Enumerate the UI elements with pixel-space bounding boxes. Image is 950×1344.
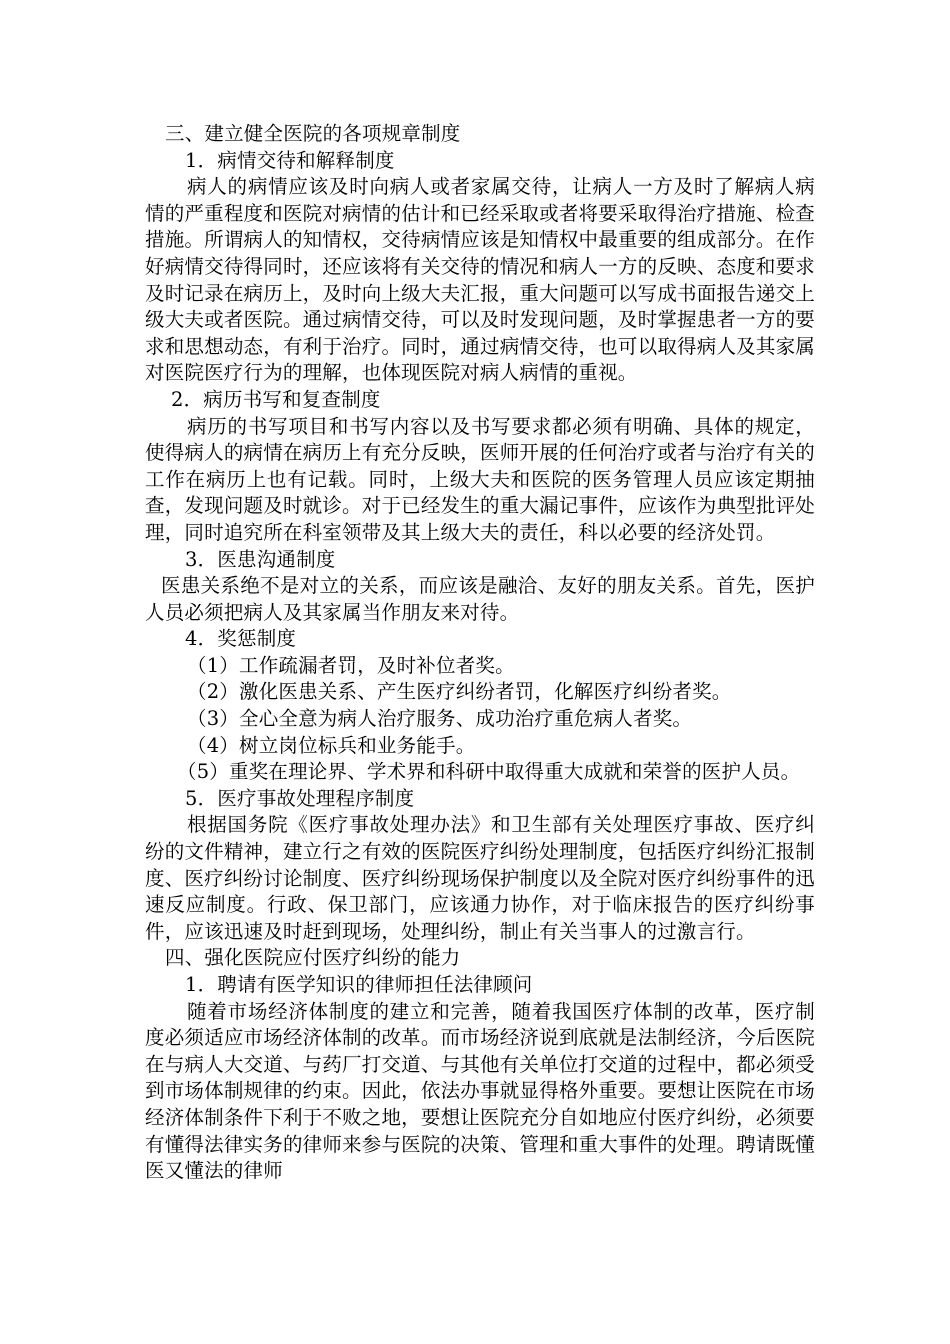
section-heading-3: 三、建立健全医院的各项规章制度 xyxy=(165,122,461,145)
list-item: （2）激化医患关系、产生医疗纠纷者罚，化解医疗纠纷者奖。 xyxy=(187,680,732,704)
list-item: （4）树立岗位标兵和业务能手。 xyxy=(187,733,476,757)
paragraph-condition-explanation: 病人的病情应该及时向病人或者家属交待，让病人一方及时了解病人病情的严重程度和医院对病情的估计和已经采取或者将要采取得治疗措施、检查措施。所谓病人的知情权，交待病情应该是知情权中最重要的组成部分。在作好病情交待得同时，还应该将有关交待的情况和病人一方的反映、态度和要求及时记录在病历上，及时向上级大夫汇报，重大问题可以写成书面报告递交上级大夫或者医院。通过病情交待，可以及时发现问题，及时掌握患者一方的要求和思想动态，有利于治疗。同时，通过病情交待，也可以取得病人及其家属对医院医疗行为的理解，也体现医院对病人病情的重视。 xyxy=(145,175,815,385)
paragraph-accident-procedure: 根据国务院《医疗事故处理办法》和卫生部有关处理医疗事故、医疗纠纷的文件精神，建立行之有效的医院医疗纠纷处理制度，包括医疗纠纷汇报制度、医疗纠纷讨论制度、医疗纠纷现场保护制度以及全院对医疗纠纷事件的迅速反应制度。行政、保卫部门，应该通力协作，对于临床报告的医疗纠纷事件，应该迅速及时赶到现场，处理纠纷，制止有关当事人的过激言行。 xyxy=(145,813,815,943)
section-heading-4: 四、强化医院应付医疗纠纷的能力 xyxy=(165,946,461,970)
paragraph-medical-records: 病历的书写项目和书写内容以及书写要求都必须有明确、具体的规定，使得病人的病情在病历上有充分反映，医师开展的任何治疗或者与治疗有关的工作在病历上也有记载。同时，上级大夫和医院的医务管理人员应该定期抽查，发现问题及时就诊。对于已经发生的重大漏记事件，应该作为典型批评处理，同时追究所在科室领带及其上级大夫的责任，科以必要的经济处罚。 xyxy=(145,414,815,544)
subheading-medical-records: 2．病历书写和复查制度 xyxy=(171,387,381,411)
document-body xyxy=(145,121,815,1185)
subheading-legal-counsel: 1．聘请有医学知识的律师担任法律顾问 xyxy=(185,973,533,996)
paragraph-legal-counsel: 随着市场经济体制度的建立和完善，随着我国医疗体制的改革，医疗制度必须适应市场经济体制的改革。而市场经济说到底就是法制经济，今后医院在与病人大交道、与药厂打交道、与其他有关单位打交道的过程中，都必须受到市场体制规律的约束。因此，依法办事就显得格外重要。要想让医院在市场经济体制条件下利于不败之地，要想让医院充分自如地应付医疗纠纷，必须要有懂得法律实务的律师来参与医院的决策、管理和重大事件的处理。聘请既懂医又懂法的律师 xyxy=(145,999,815,1183)
list-item: （1）工作疏漏者罚，及时补位者奖。 xyxy=(187,653,515,677)
subheading-doctor-patient-communication: 3．医患沟通制度 xyxy=(185,547,336,571)
paragraph-doctor-patient-communication: 医患关系绝不是对立的关系，而应该是融洽、友好的朋友关系。首先，医护人员必须把病人及其家属当作朋友来对待。 xyxy=(145,574,815,624)
list-item: （5）重奖在理论界、学术界和科研中取得重大成就和荣誉的医护人员。 xyxy=(177,760,801,784)
subheading-rewards-penalties: 4．奖惩制度 xyxy=(185,627,297,651)
subheading-condition-explanation: 1．病情交待和解释制度 xyxy=(185,148,395,172)
list-item: （3）全心全意为病人治疗服务、成功治疗重危病人者奖。 xyxy=(187,707,693,731)
subheading-accident-procedure: 5．医疗事故处理程序制度 xyxy=(185,786,415,810)
